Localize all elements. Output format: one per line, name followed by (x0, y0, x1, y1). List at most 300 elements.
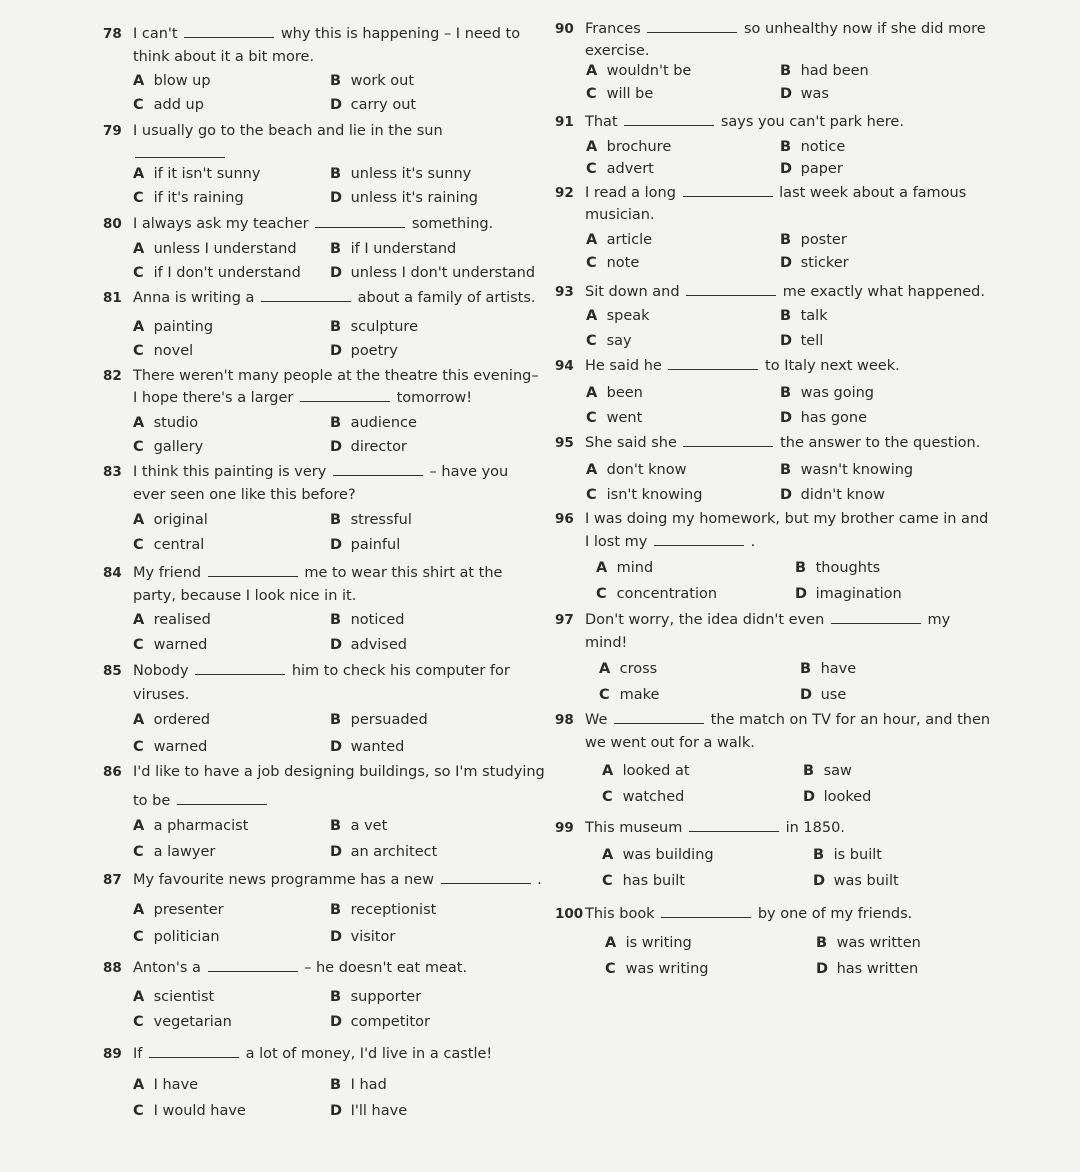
stem-text: why this is happening – I need to (280, 26, 521, 42)
stem-text: exercise. (585, 43, 650, 59)
option-text: advert (606, 161, 654, 177)
stem-text: If (133, 1046, 143, 1062)
question-89-stem (103, 1044, 492, 1064)
question-99-stem (555, 818, 845, 838)
option-letter: D (330, 537, 343, 553)
option-letter: A (586, 385, 598, 401)
question-85-stem (103, 661, 510, 681)
option-letter: A (133, 712, 145, 728)
question-number: 96 (555, 511, 574, 527)
option-a[interactable] (602, 761, 690, 781)
option-a[interactable] (133, 710, 210, 730)
option-text: an architect (350, 844, 438, 860)
stem-text: me exactly what happened. (782, 284, 985, 300)
option-text: painful (350, 537, 401, 553)
option-c[interactable] (133, 437, 203, 457)
option-text: original (153, 512, 208, 528)
stem-text: I can't (133, 26, 178, 42)
answer-blank[interactable] (195, 662, 285, 675)
option-b[interactable] (780, 460, 913, 480)
option-text: I'll have (350, 1103, 408, 1119)
option-b[interactable] (780, 383, 874, 403)
option-d[interactable] (330, 341, 398, 361)
option-d[interactable] (330, 635, 407, 655)
option-letter: B (780, 232, 792, 248)
option-d[interactable] (780, 408, 867, 428)
option-letter: B (330, 818, 342, 834)
option-b[interactable] (803, 761, 852, 781)
option-letter: C (602, 789, 613, 805)
stem-text: we went out for a walk. (585, 735, 755, 751)
option-text: realised (153, 612, 211, 628)
option-a[interactable] (586, 61, 691, 81)
option-c[interactable] (133, 535, 204, 555)
answer-blank[interactable] (686, 283, 776, 296)
option-text: add up (153, 97, 204, 113)
option-a[interactable] (133, 413, 198, 433)
option-a[interactable] (599, 659, 657, 679)
stem-text: This book (585, 906, 655, 922)
option-a[interactable] (586, 137, 671, 157)
option-a[interactable] (133, 510, 208, 530)
option-a[interactable] (605, 933, 692, 953)
option-text: brochure (606, 139, 672, 155)
question-95-stem (555, 433, 980, 453)
option-d[interactable] (800, 685, 846, 705)
stem-text: This museum (585, 820, 683, 836)
option-b[interactable] (780, 137, 845, 157)
option-d[interactable] (330, 263, 535, 283)
option-letter: D (330, 97, 343, 113)
answer-blank[interactable] (683, 434, 773, 447)
option-text: sticker (800, 255, 849, 271)
option-letter: B (330, 415, 342, 431)
option-text: cross (619, 661, 658, 677)
option-letter: D (330, 929, 343, 945)
option-letter: B (330, 989, 342, 1005)
option-d[interactable] (330, 535, 400, 555)
option-text: notice (800, 139, 846, 155)
option-letter: D (330, 343, 343, 359)
stem-text: mind! (585, 635, 628, 651)
option-b[interactable] (330, 239, 456, 259)
question-number: 87 (103, 872, 122, 888)
option-text: is writing (625, 935, 692, 951)
option-text: novel (153, 343, 194, 359)
option-letter: B (780, 308, 792, 324)
option-d[interactable] (330, 1101, 407, 1121)
question-number: 97 (555, 612, 574, 628)
option-letter: A (602, 847, 614, 863)
option-c[interactable] (133, 737, 207, 757)
option-d[interactable] (330, 737, 404, 757)
option-text: audience (350, 415, 417, 431)
option-d[interactable] (813, 871, 899, 891)
option-text: poster (800, 232, 847, 248)
option-text: painting (153, 319, 214, 335)
question-79-stem-continued (133, 144, 227, 164)
option-b[interactable] (330, 1075, 387, 1095)
option-letter: A (133, 415, 145, 431)
stem-text: My friend (133, 565, 202, 581)
option-b[interactable] (780, 61, 869, 81)
option-text: looked at (622, 763, 690, 779)
stem-text: last week about a famous (779, 185, 967, 201)
option-text: warned (153, 739, 208, 755)
stem-text: I'd like to have a job designing buildings, so I'm studying (133, 764, 545, 780)
option-text: a pharmacist (153, 818, 249, 834)
option-c[interactable] (602, 787, 684, 807)
option-c[interactable] (133, 1012, 232, 1032)
stem-text: the answer to the question. (780, 435, 981, 451)
option-letter: C (133, 844, 144, 860)
option-letter: D (800, 687, 813, 703)
option-letter: A (586, 308, 598, 324)
option-b[interactable] (330, 710, 428, 730)
option-letter: B (330, 73, 342, 89)
option-letter: B (330, 712, 342, 728)
option-text: unless I understand (153, 241, 297, 257)
question-90-stem-continued (585, 41, 649, 61)
answer-blank[interactable] (184, 25, 274, 38)
stem-text: ever seen one like this before? (133, 487, 356, 503)
answer-blank[interactable] (689, 819, 779, 832)
option-letter: A (133, 1077, 145, 1093)
question-93-stem (555, 282, 985, 302)
option-letter: A (133, 818, 145, 834)
option-letter: C (133, 265, 144, 281)
option-letter: A (133, 166, 145, 182)
question-83-stem (103, 462, 508, 482)
answer-blank[interactable] (614, 711, 704, 724)
option-d[interactable] (330, 1012, 430, 1032)
option-a[interactable] (596, 558, 653, 578)
option-letter: B (780, 139, 792, 155)
option-a[interactable] (133, 816, 248, 836)
option-letter: D (816, 961, 829, 977)
stem-text: something. (411, 216, 494, 232)
option-text: if it isn't sunny (153, 166, 261, 182)
option-letter: D (330, 265, 343, 281)
answer-blank[interactable] (315, 215, 405, 228)
option-c[interactable] (586, 159, 654, 179)
option-text: paper (800, 161, 843, 177)
option-text: say (606, 333, 632, 349)
stem-text: tomorrow! (396, 390, 473, 406)
option-text: supporter (350, 989, 422, 1005)
question-98-stem (555, 710, 990, 730)
question-number: 92 (555, 185, 574, 201)
option-c[interactable] (599, 685, 659, 705)
option-letter: D (780, 487, 793, 503)
answer-blank[interactable] (441, 871, 531, 884)
stem-text: him to check his computer for (291, 663, 510, 679)
answer-blank[interactable] (333, 463, 423, 476)
option-letter: D (330, 844, 343, 860)
option-text: was writing (625, 961, 709, 977)
question-number: 81 (103, 290, 122, 306)
question-97-stem-continued (585, 633, 627, 653)
option-a[interactable] (133, 987, 214, 1007)
option-a[interactable] (133, 239, 297, 259)
question-79-stem (103, 121, 443, 141)
answer-blank[interactable] (177, 792, 267, 805)
option-text: studio (153, 415, 199, 431)
answer-blank[interactable] (661, 905, 751, 918)
question-number: 79 (103, 123, 122, 139)
option-b[interactable] (816, 933, 921, 953)
question-97-stem (555, 610, 950, 630)
question-number: 95 (555, 435, 574, 451)
option-letter: C (133, 343, 144, 359)
question-78-stem-continued (133, 47, 314, 67)
question-86-stem-continued (133, 791, 269, 811)
answer-blank[interactable] (208, 564, 298, 577)
option-a[interactable] (586, 460, 686, 480)
option-letter: A (586, 232, 598, 248)
question-number: 91 (555, 114, 574, 130)
option-text: central (153, 537, 205, 553)
option-letter: A (586, 63, 598, 79)
option-b[interactable] (330, 71, 414, 91)
question-92-stem (555, 183, 966, 203)
option-letter: D (780, 410, 793, 426)
option-text: vegetarian (153, 1014, 232, 1030)
option-letter: C (133, 1103, 144, 1119)
option-b[interactable] (330, 164, 471, 184)
option-d[interactable] (816, 959, 918, 979)
option-letter: C (602, 873, 613, 889)
option-letter: B (330, 512, 342, 528)
option-letter: B (800, 661, 812, 677)
option-text: unless I don't understand (350, 265, 536, 281)
answer-blank[interactable] (831, 611, 921, 624)
option-a[interactable] (133, 164, 260, 184)
option-text: wouldn't be (606, 63, 692, 79)
question-number: 89 (103, 1046, 122, 1062)
option-letter: C (586, 333, 597, 349)
stem-text: I read a long (585, 185, 676, 201)
option-text: I had (350, 1077, 387, 1093)
option-letter: C (596, 586, 607, 602)
option-letter: C (133, 439, 144, 455)
option-b[interactable] (800, 659, 856, 679)
stem-text: We (585, 712, 608, 728)
option-text: was written (836, 935, 921, 951)
option-b[interactable] (330, 610, 404, 630)
stem-text: Anton's a (133, 960, 201, 976)
option-text: have (820, 661, 857, 677)
option-c[interactable] (133, 1101, 246, 1121)
option-c[interactable] (602, 871, 685, 891)
question-number: 90 (555, 21, 574, 37)
option-c[interactable] (586, 408, 642, 428)
option-d[interactable] (795, 584, 902, 604)
option-c[interactable] (133, 95, 204, 115)
stem-text: a lot of money, I'd live in a castle! (245, 1046, 493, 1062)
option-text: persuaded (350, 712, 428, 728)
option-letter: A (605, 935, 617, 951)
question-number: 86 (103, 764, 122, 780)
option-c[interactable] (133, 842, 215, 862)
question-number: 93 (555, 284, 574, 300)
answer-blank[interactable] (261, 289, 351, 302)
option-letter: D (330, 637, 343, 653)
option-text: unless it's raining (350, 190, 479, 206)
stem-text: I hope there's a larger (133, 390, 294, 406)
stem-text: Anna is writing a (133, 290, 255, 306)
option-text: carry out (350, 97, 417, 113)
option-c[interactable] (586, 84, 653, 104)
option-b[interactable] (813, 845, 882, 865)
option-text: wanted (350, 739, 405, 755)
option-letter: C (586, 255, 597, 271)
option-text: didn't know (800, 487, 885, 503)
option-text: poetry (350, 343, 398, 359)
option-d[interactable] (330, 95, 416, 115)
option-text: receptionist (350, 902, 437, 918)
option-c[interactable] (133, 635, 207, 655)
option-b[interactable] (780, 306, 828, 326)
option-c[interactable] (133, 188, 244, 208)
stem-text: My favourite news programme has a new (133, 872, 434, 888)
question-number: 82 (103, 368, 122, 384)
option-text: was going (800, 385, 875, 401)
answer-blank[interactable] (208, 959, 298, 972)
answer-blank[interactable] (149, 1045, 239, 1058)
stem-text: . (537, 872, 542, 888)
option-c[interactable] (586, 485, 702, 505)
option-text: talk (800, 308, 828, 324)
option-d[interactable] (780, 253, 849, 273)
option-a[interactable] (586, 383, 643, 403)
question-87-stem (103, 870, 542, 890)
option-letter: C (133, 97, 144, 113)
option-b[interactable] (330, 816, 387, 836)
option-letter: D (330, 1103, 343, 1119)
question-82-stem-continued (133, 388, 472, 408)
option-text: tell (800, 333, 824, 349)
option-d[interactable] (780, 485, 885, 505)
option-a[interactable] (586, 306, 650, 326)
option-letter: B (330, 319, 342, 335)
option-d[interactable] (330, 927, 395, 947)
option-d[interactable] (780, 84, 829, 104)
option-d[interactable] (330, 437, 407, 457)
stem-text: think about it a bit more. (133, 49, 315, 65)
option-text: warned (153, 637, 208, 653)
option-b[interactable] (330, 900, 436, 920)
option-d[interactable] (330, 842, 437, 862)
question-84-stem-continued (133, 586, 356, 606)
stem-text: Don't worry, the idea didn't even (585, 612, 825, 628)
option-c[interactable] (596, 584, 717, 604)
option-letter: A (133, 73, 145, 89)
option-text: visitor (350, 929, 396, 945)
question-84-stem (103, 563, 502, 583)
question-83-stem-continued (133, 485, 356, 505)
option-letter: C (133, 1014, 144, 1030)
option-text: was building (622, 847, 714, 863)
stem-text: That (585, 114, 618, 130)
option-c[interactable] (586, 331, 632, 351)
question-82-stem (103, 366, 539, 386)
question-number: 85 (103, 663, 122, 679)
option-b[interactable] (330, 413, 417, 433)
answer-blank[interactable] (668, 357, 758, 370)
option-letter: B (803, 763, 815, 779)
option-text: I have (153, 1077, 199, 1093)
option-b[interactable] (780, 230, 847, 250)
option-b[interactable] (330, 510, 412, 530)
option-letter: D (780, 255, 793, 271)
option-a[interactable] (133, 71, 211, 91)
option-text: was (800, 86, 829, 102)
question-80-stem (103, 214, 493, 234)
option-letter: C (586, 410, 597, 426)
option-a[interactable] (602, 845, 714, 865)
option-c[interactable] (586, 253, 639, 273)
option-b[interactable] (330, 317, 418, 337)
question-81-stem (103, 288, 536, 308)
option-text: had been (800, 63, 869, 79)
answer-blank[interactable] (135, 145, 225, 158)
option-d[interactable] (803, 787, 871, 807)
option-a[interactable] (133, 1075, 198, 1095)
option-letter: A (133, 989, 145, 1005)
option-d[interactable] (780, 159, 843, 179)
option-letter: B (330, 612, 342, 628)
option-text: work out (350, 73, 415, 89)
stem-text: I usually go to the beach and lie in the sun (133, 123, 443, 139)
option-c[interactable] (133, 263, 301, 283)
answer-blank[interactable] (654, 533, 744, 546)
stem-text: – he doesn't eat meat. (304, 960, 468, 976)
option-c[interactable] (605, 959, 708, 979)
option-letter: B (780, 63, 792, 79)
option-letter: D (803, 789, 816, 805)
option-a[interactable] (586, 230, 652, 250)
question-number: 98 (555, 712, 574, 728)
option-d[interactable] (330, 188, 478, 208)
stem-text: my (927, 612, 951, 628)
option-c[interactable] (133, 927, 220, 947)
option-b[interactable] (795, 558, 880, 578)
stem-text: says you can't park here. (720, 114, 904, 130)
option-letter: A (586, 139, 598, 155)
option-a[interactable] (133, 317, 213, 337)
question-96-stem (555, 509, 988, 529)
stem-text: . (750, 534, 756, 550)
option-c[interactable] (133, 341, 193, 361)
answer-blank[interactable] (647, 20, 737, 33)
question-90-stem (555, 19, 986, 39)
option-b[interactable] (330, 987, 421, 1007)
answer-blank[interactable] (624, 113, 714, 126)
question-94-stem (555, 356, 900, 376)
option-letter: D (813, 873, 826, 889)
stem-text: so unhealthy now if she did more (744, 21, 986, 37)
option-text: ordered (153, 712, 211, 728)
option-a[interactable] (133, 900, 224, 920)
answer-blank[interactable] (300, 389, 390, 402)
answer-blank[interactable] (683, 184, 773, 197)
stem-text: There weren't many people at the theatre this evening– (133, 368, 539, 384)
option-d[interactable] (780, 331, 823, 351)
option-a[interactable] (133, 610, 211, 630)
option-letter: C (586, 161, 597, 177)
option-text: stressful (350, 512, 412, 528)
